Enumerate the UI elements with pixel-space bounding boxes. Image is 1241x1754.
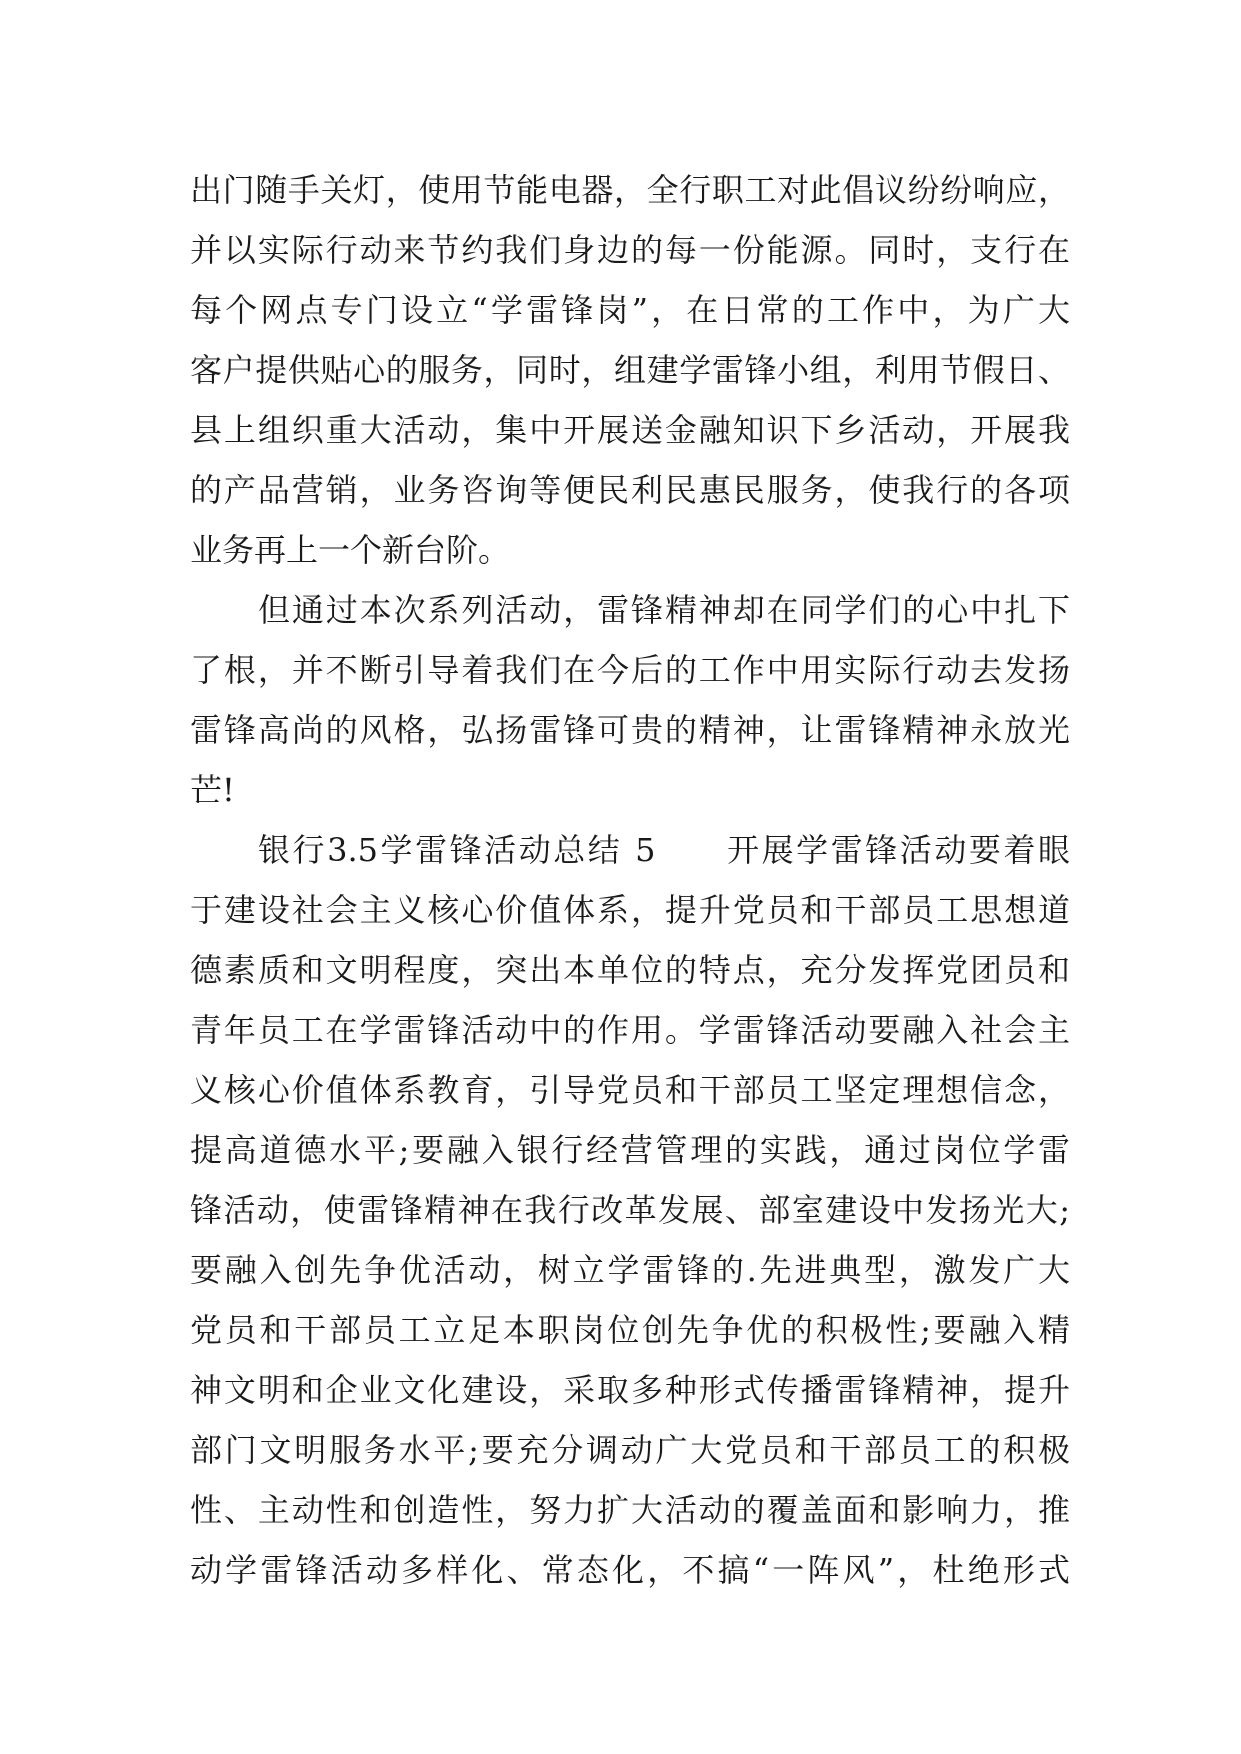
- text-line: 客户提供贴心的服务，同时，组建学雷锋小组，利用节假日、: [190, 351, 1070, 389]
- text-line: 神文明和企业文化建设，采取多种形式传播雷锋精神，提升: [190, 1371, 1070, 1409]
- text-line: 德素质和文明程度，突出本单位的特点，充分发挥党团员和: [190, 951, 1070, 989]
- text-line: 动学雷锋活动多样化、常态化，不搞“一阵风”，杜绝形式: [190, 1551, 1070, 1589]
- text-line: 每个网点专门设立“学雷锋岗”，在日常的工作中，为广大: [190, 291, 1070, 329]
- text-line: 芒!: [190, 771, 235, 809]
- text-line: 业务再上一个新台阶。: [190, 531, 511, 569]
- paragraph-start-line: 但通过本次系列活动，雷锋精神却在同学们的心中扎下: [258, 591, 1070, 629]
- text-line: 于建设社会主义核心价值体系，提升党员和干部员工思想道: [190, 891, 1070, 929]
- text-line: 雷锋高尚的风格，弘扬雷锋可贵的精神，让雷锋精神永放光: [190, 711, 1070, 749]
- text-line: 出门随手关灯，使用节能电器，全行职工对此倡议纷纷响应，: [190, 171, 1070, 209]
- text-line: 了根，并不断引导着我们在今后的工作中用实际行动去发扬: [190, 651, 1070, 689]
- text-line: 提高道德水平;要融入银行经营管理的实践，通过岗位学雷: [190, 1131, 1070, 1169]
- text-line: 义核心价值体系教育，引导党员和干部员工坚定理想信念，: [190, 1071, 1070, 1109]
- text-line: 并以实际行动来节约我们身边的每一份能源。同时，支行在: [190, 231, 1070, 269]
- text-line: 青年员工在学雷锋活动中的作用。学雷锋活动要融入社会主: [190, 1011, 1070, 1049]
- text-line: 锋活动，使雷锋精神在我行改革发展、部室建设中发扬光大;: [190, 1191, 1070, 1229]
- text-line: 县上组织重大活动，集中开展送金融知识下乡活动，开展我: [190, 411, 1070, 449]
- text-line: 党员和干部员工立足本职岗位创先争优的积极性;要融入精: [190, 1311, 1070, 1349]
- text-line: 性、主动性和创造性，努力扩大活动的覆盖面和影响力，推: [190, 1491, 1070, 1529]
- text-line: 部门文明服务水平;要充分调动广大党员和干部员工的积极: [190, 1431, 1070, 1469]
- body-text: [190, 160, 1070, 1600]
- text-line: 的产品营销，业务咨询等便民利民惠民服务，使我行的各项: [190, 471, 1070, 509]
- section-heading-line: 银行3.5学雷锋活动总结 5 开展学雷锋活动要着眼: [258, 831, 1070, 869]
- text-line: 要融入创先争优活动，树立学雷锋的.先进典型，激发广大: [190, 1251, 1070, 1289]
